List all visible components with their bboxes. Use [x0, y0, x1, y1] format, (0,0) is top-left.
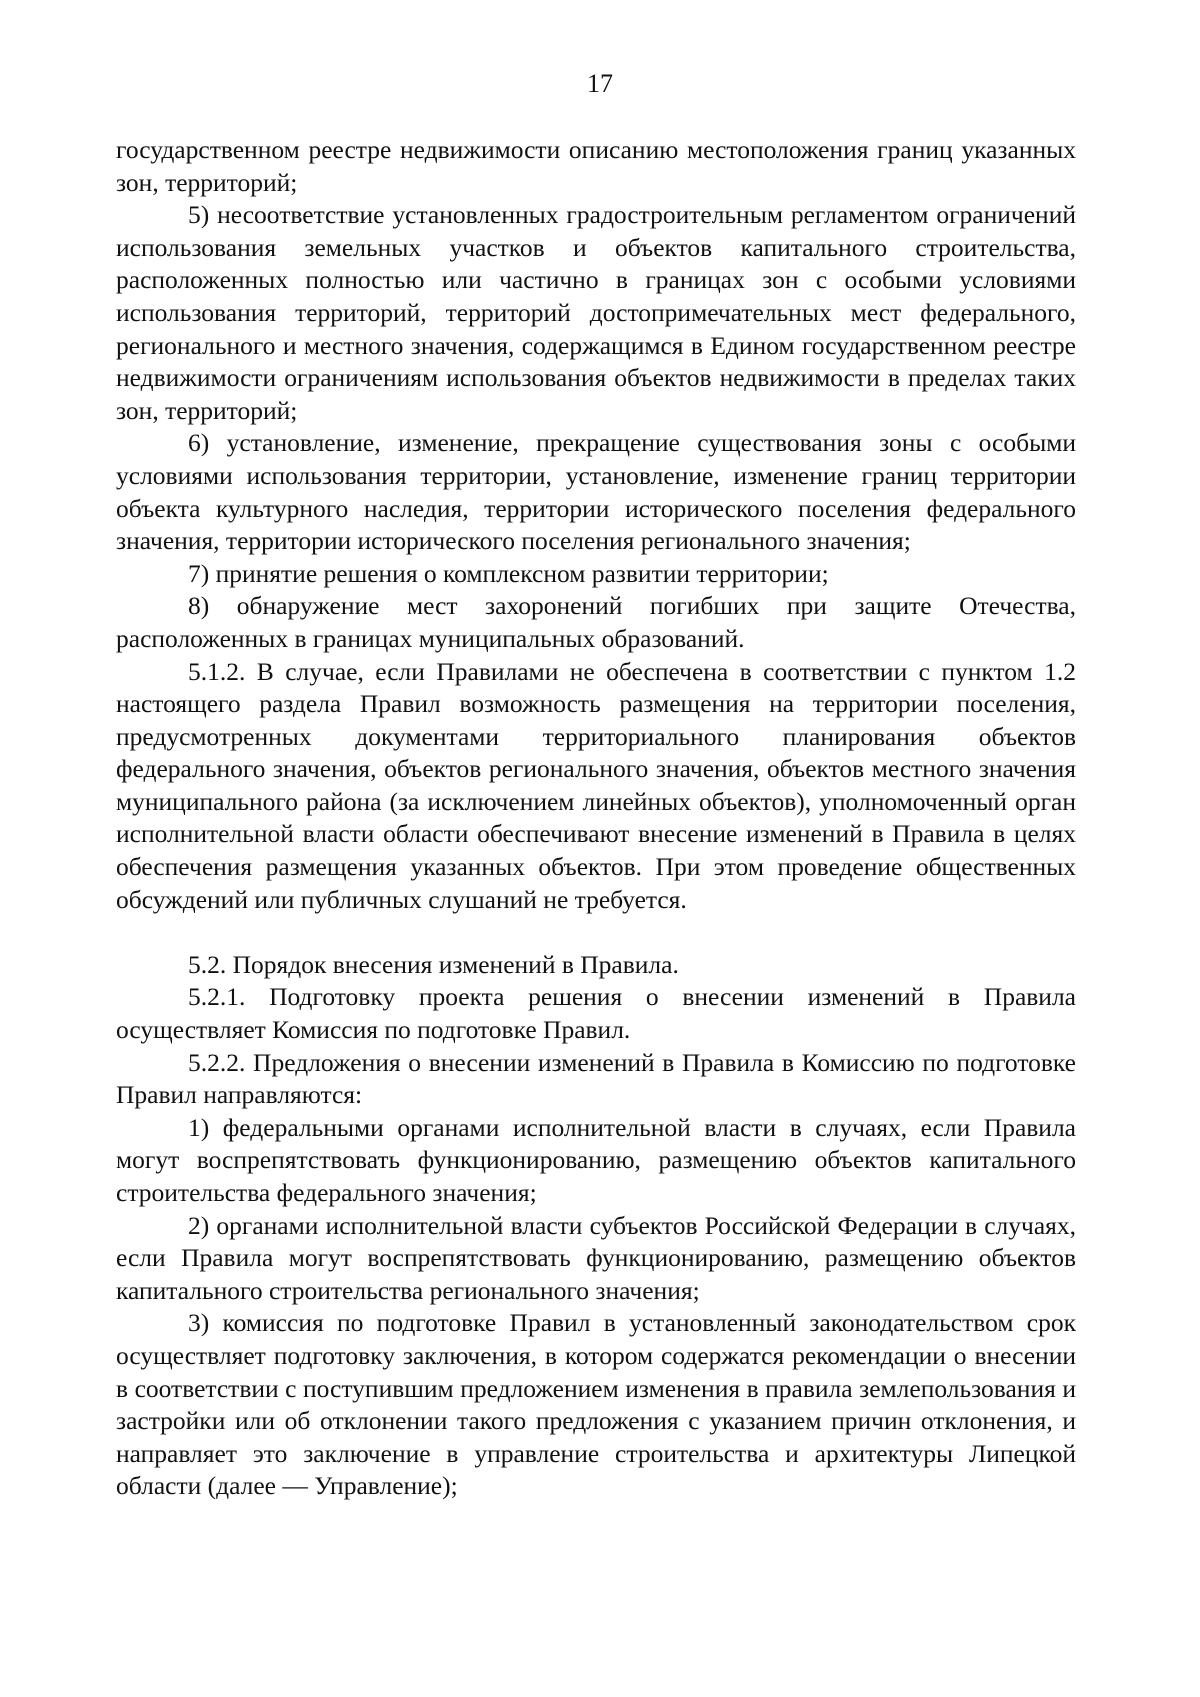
list-item-3: 3) комиссия по подготовке Правил в установленный законодательством срок осуществляет подготовку заключения, в котором содержатся рекомендации о внесении в соответствии с поступившим предложением изменения в правила землепользования и застройки или об отклонении такого предложения с указанием причин отклонения, и направляет это заключение в управление строительства и архитектуры Липецкой области (далее — Управление); — [116, 1308, 1076, 1501]
list-item-7: 7) принятие решения о комплексном развитии территории; — [188, 558, 829, 588]
list-item-8: 8) обнаружение мест захоронений погибших при защите Отечества, расположенных в границах муниципальных образований. — [116, 591, 1076, 653]
list-item-1: 1) федеральными органами исполнительной власти в случаях, если Правила могут воспрепятствовать функционированию, размещению объектов капитального строительства федерального значения; — [116, 1112, 1076, 1207]
paragraph-spacer — [116, 916, 1076, 949]
section-heading-5-2: 5.2. Порядок внесения изменений в Правила. — [188, 949, 679, 979]
list-item-6: 6) установление, изменение, прекращение существования зоны с особыми условиями использования территории, установление, изменение границ территории объекта культурного наследия, территории исторического поселения федерального значения, территории исторического поселения регионального значения; — [116, 428, 1076, 556]
paragraph-continuation: государственном реестре недвижимости описанию местоположения границ указанных зон, территорий; — [116, 135, 1076, 197]
clause-5-1-2: 5.1.2. В случае, если Правилами не обеспечена в соответствии с пунктом 1.2 настоящего раздела Правил возможность размещения на территории поселения, предусмотренных документами территориального планирования объектов федерального значения, объектов регионального значения, объектов местного значения муниципального района (за исключением линейных объектов), уполномоченный орган исполнительной власти области обеспечивают внесение изменений в Правила в целях обеспечения размещения указанных объектов. При этом проведение общественных обсуждений или публичных слушаний не требуется. — [116, 656, 1076, 914]
list-item-5: 5) несоответствие установленных градостроительным регламентом ограничений использования земельных участков и объектов капитального строительства, расположенных полностью или частично в границах зон с особыми условиями использования территорий, территорий достопримечательных мест федерального, регионального и местного значения, содержащимся в Едином государственном реестре недвижимости ограничениям использования объектов недвижимости в пределах таких зон, территорий; — [116, 200, 1076, 425]
clause-5-2-2: 5.2.2. Предложения о внесении изменений в Правила в Комиссию по подготовке Правил направляются: — [116, 1047, 1076, 1110]
page-number: 17 — [587, 69, 613, 98]
document-body — [116, 134, 1076, 1503]
clause-5-2-1: 5.2.1. Подготовку проекта решения о внесении изменений в Правила осуществляет Комиссия по подготовке Правил. — [116, 982, 1076, 1045]
list-item-2: 2) органами исполнительной власти субъектов Российской Федерации в случаях, если Правила могут воспрепятствовать функционированию, размещению объектов капитального строительства регионального значения; — [116, 1210, 1076, 1305]
